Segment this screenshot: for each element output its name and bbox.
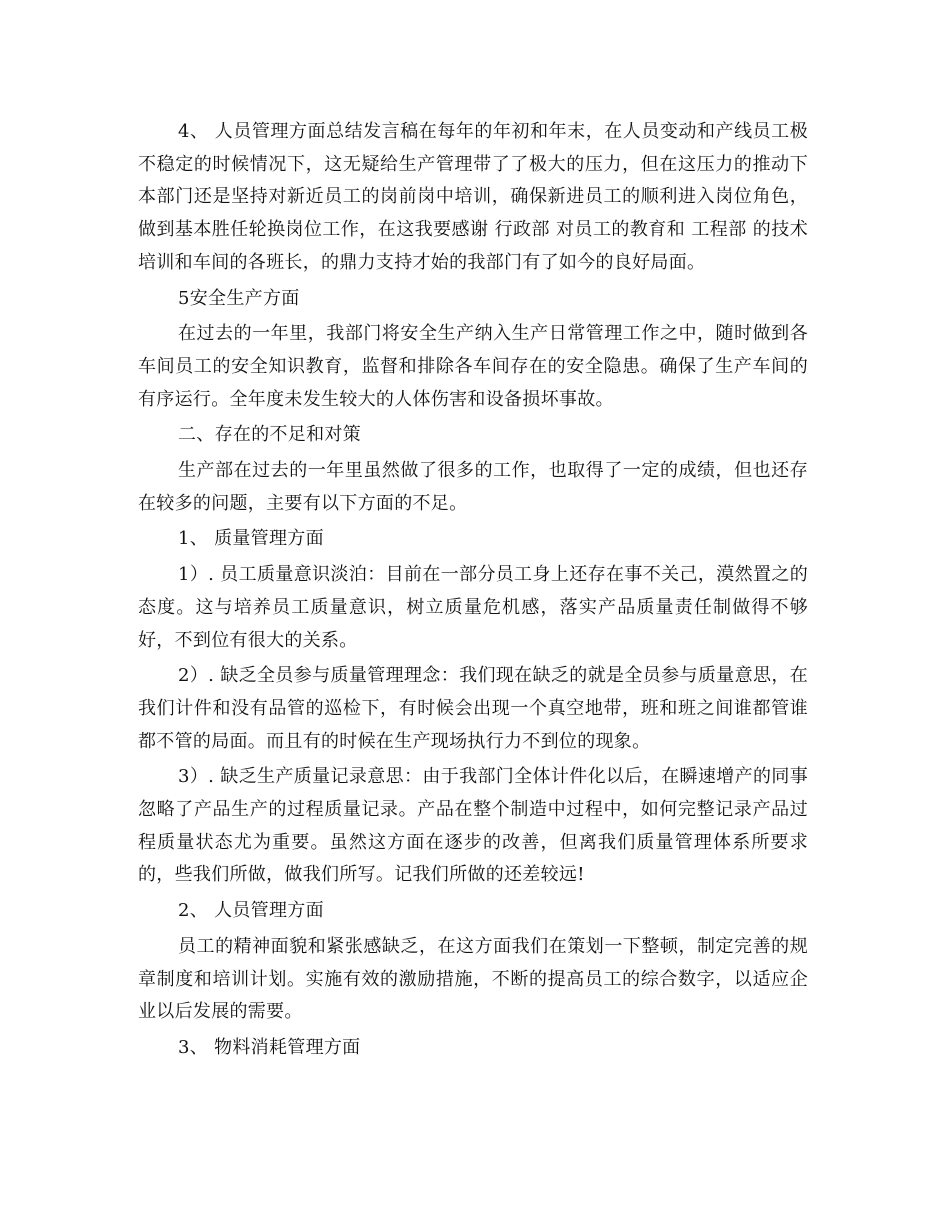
paragraph-personnel-management-summary: 4、 人员管理方面总结发言稿在每年的年初和年末，在人员变动和产线员工极不稳定的时候情况下，这无疑给生产管理带了了极大的压力，但在这压力的推动下本部门还是坚持对新近员工的岗前岗中培训，确保新进员工的顺利进入岗位角色，做到基本胜任轮换岗位工作，在这我要感谢 行政部 对员工的教育和 工程部 的技术培训和车间的各班长，的鼎力支持才始的我部门有了如今的良好局面。	[138, 121, 808, 273]
heading-personnel-management: 2、 人员管理方面	[178, 900, 324, 922]
heading-safety-production: 5安全生产方面	[178, 287, 300, 309]
heading-material-consumption: 3、 物料消耗管理方面	[178, 1036, 361, 1058]
paragraph-safety-production: 在过去的一年里，我部门将安全生产纳入生产日常管理工作之中，随时做到各车间员工的安全知识教育，监督和排除各车间存在的安全隐患。确保了生产车间的有序运行。全年度未发生较大的人体伤害和设备损坏事故。	[138, 323, 808, 410]
paragraph-quality-records: 3）. 缺乏生产质量记录意思：由于我部门全体计件化以后，在瞬速增产的同事忽略了产品生产的过程质量记录。产品在整个制造中过程中，如何完整记录产品过程质量状态尤为重要。虽然这方面在逐步的改善，但离我们质量管理体系所要求的，些我们所做，做我们所写。记我们所做的还差较远!	[138, 766, 808, 886]
paragraph-full-participation: 2）. 缺乏全员参与质量管理理念：我们现在缺乏的就是全员参与质量意思，在我们计件和没有品管的巡检下，有时候会出现一个真空地带，班和班之间谁都管谁都不管的局面。而且有的时候在生产现场执行力不到位的现象。	[138, 665, 808, 752]
paragraph-shortcomings-intro: 生产部在过去的一年里虽然做了很多的工作，也取得了一定的成绩，但也还存在较多的问题，主要有以下方面的不足。	[138, 460, 808, 514]
document-page	[138, 116, 808, 1068]
paragraph-personnel-management: 员工的精神面貌和紧张感缺乏，在这方面我们在策划一下整顿，制定完善的规章制度和培训计划。实施有效的激励措施，不断的提高员工的综合数字，以适应企业以后发展的需要。	[138, 935, 808, 1023]
heading-shortcomings-and-measures: 二、存在的不足和对策	[178, 424, 361, 446]
paragraph-quality-awareness: 1）. 员工质量意识淡泊：目前在一部分员工身上还存在事不关己，漠然置之的态度。这与培养员工质量意识，树立质量危机感，落实产品质量责任制做得不够好，不到位有很大的关系。	[138, 564, 808, 651]
heading-quality-management: 1、 质量管理方面	[178, 528, 324, 550]
